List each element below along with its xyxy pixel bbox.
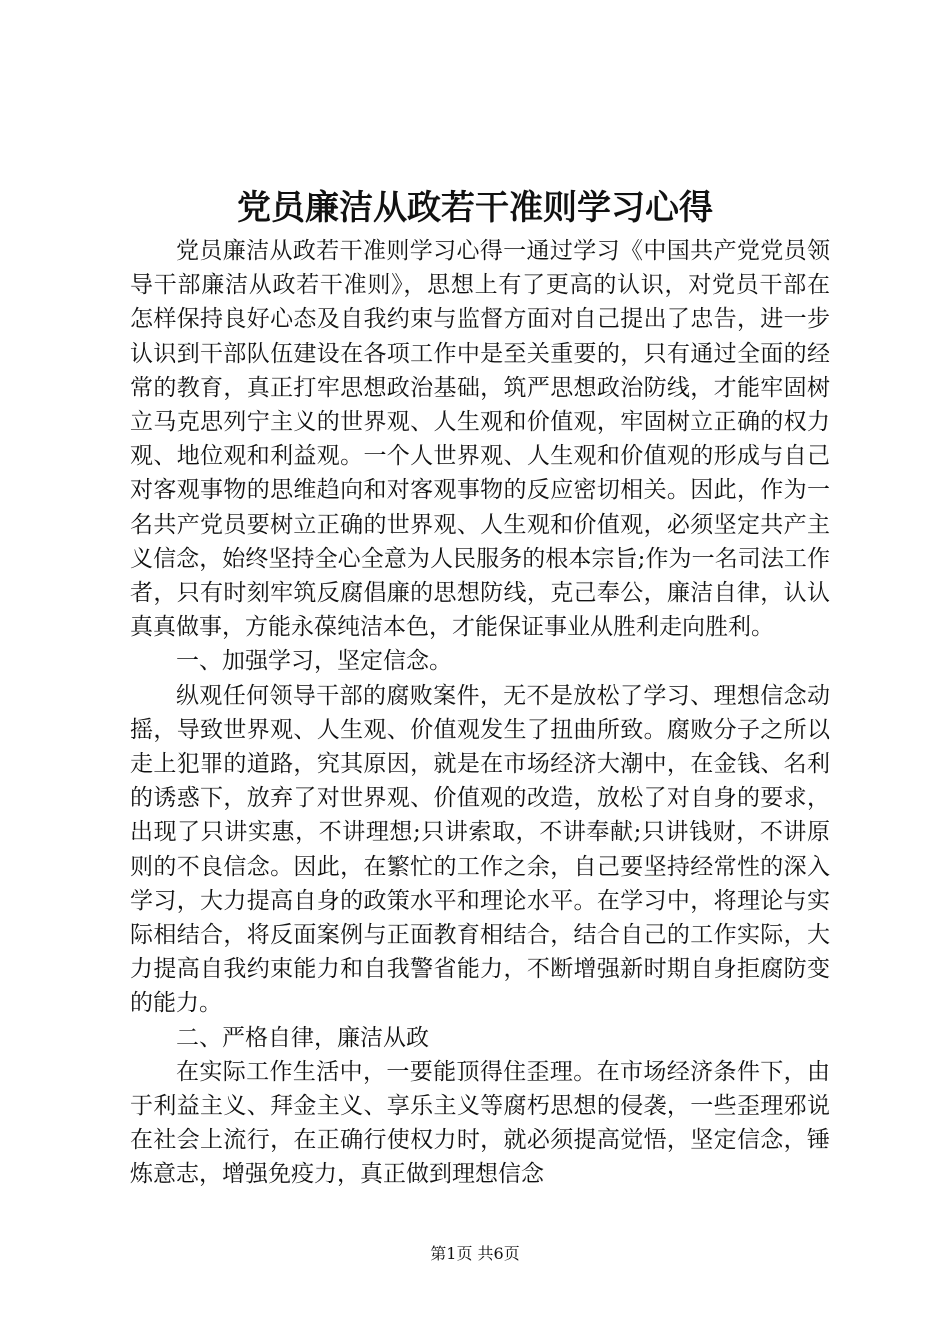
paragraph-section-2: 在实际工作生活中，一要能顶得住歪理。在市场经济条件下，由于利益主义、拜金主义、享乐主义等腐朽思想的侵袭，一些歪理邪说在社会上流行，在正确行使权力时，就必须提高觉悟，坚定信念，锤炼意志，增强免疫力，真正做到理想信念	[130, 1058, 830, 1188]
section-heading-2: 二、严格自律，廉洁从政	[176, 1024, 429, 1051]
document-title: 党员廉洁从政若干准则学习心得	[237, 188, 713, 228]
section-heading-1: 一、加强学习，坚定信念。	[176, 648, 452, 675]
document-body	[130, 234, 830, 1192]
page-footer: 第1页 共6页	[430, 1244, 520, 1263]
paragraph-intro: 党员廉洁从政若干准则学习心得一通过学习《中国共产党党员领导干部廉洁从政若干准则》，思想上有了更高的认识，对党员干部在怎样保持良好心态及自我约束与监督方面对自己提出了忠告，进一步认识到干部队伍建设在各项工作中是至关重要的，只有通过全面的经常的教育，真正打牢思想政治基础，筑严思想政治防线，才能牢固树立马克思列宁主义的世界观、人生观和价值观，牢固树立正确的权力观、地位观和利益观。一个人世界观、人生观和价值观的形成与自己对客观事物的思维趋向和对客观事物的反应密切相关。因此，作为一名共产党员要树立正确的世界观、人生观和价值观，必须坚定共产主义信念，始终坚持全心全意为人民服务的根本宗旨;作为一名司法工作者，只有时刻牢筑反腐倡廉的思想防线，克己奉公，廉洁自律，认认真真做事，方能永葆纯洁本色，才能保证事业从胜利走向胜利。	[130, 238, 830, 641]
paragraph-section-1: 纵观任何领导干部的腐败案件，无不是放松了学习、理想信念动摇，导致世界观、人生观、价值观发生了扭曲所致。腐败分子之所以走上犯罪的道路，究其原因，就是在市场经济大潮中，在金钱、名利的诱惑下，放弃了对世界观、价值观的改造，放松了对自身的要求，出现了只讲实惠，不讲理想;只讲索取，不讲奉献;只讲钱财，不讲原则的不良信念。因此，在繁忙的工作之余，自己要坚持经常性的深入学习，大力提高自身的政策水平和理论水平。在学习中，将理论与实际相结合，将反面案例与正面教育相结合，结合自己的工作实际，大力提高自我约束能力和自我警省能力，不断增强新时期自身拒腐防变的能力。	[130, 682, 830, 1017]
